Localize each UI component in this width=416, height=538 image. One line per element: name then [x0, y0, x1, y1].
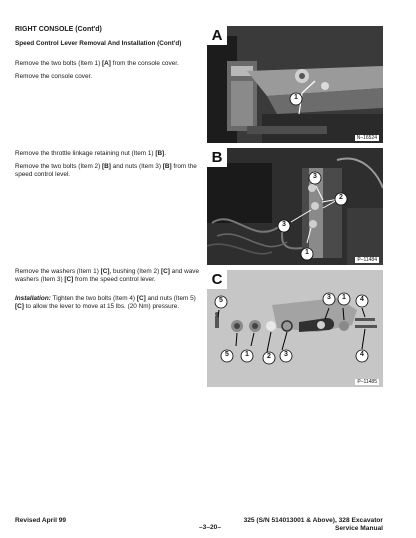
callout-1: 1	[245, 351, 249, 358]
step-remove-bolts-nuts	[15, 163, 200, 178]
callout-1: 1	[305, 249, 309, 256]
figure-b-photo	[207, 148, 383, 265]
figure-letter: A	[207, 26, 227, 45]
step-remove-washers	[15, 268, 200, 283]
figure-ref: [C]	[64, 275, 74, 283]
step-remove-console-cover: Remove the console cover.	[15, 73, 93, 80]
figure-ref: [C]	[160, 268, 170, 275]
step-text: Remove the throttle linkage retaining nut (Item 1)	[15, 150, 156, 157]
speed-control-lever-photo	[207, 148, 383, 265]
page-number: –3–20–	[198, 524, 221, 531]
figure-letter: C	[207, 270, 227, 289]
callout-3: 3	[313, 173, 317, 180]
callout-4: 4	[360, 296, 364, 303]
callout-5: 5	[225, 351, 229, 358]
step-remove-bolts-console	[15, 60, 200, 68]
console-cover-photo	[207, 26, 383, 143]
figure-ref: [A]	[102, 60, 111, 67]
callout-5: 5	[219, 297, 223, 304]
lever-parts-photo	[207, 270, 383, 387]
procedure-heading: Speed Control Lever Removal And Installation (Cont'd)	[15, 40, 182, 47]
installation-note	[15, 295, 200, 310]
callout-3: 3	[327, 294, 331, 301]
figure-c-photo	[207, 270, 383, 387]
step-remove-linkage-nut	[15, 150, 200, 158]
step-text: Remove the two bolts (Item 2)	[15, 163, 103, 170]
callout-1: 1	[342, 294, 346, 301]
figure-ref: [B]	[155, 150, 165, 157]
step-text: from the speed control level.	[15, 163, 197, 178]
figure-ref: [B]	[102, 163, 111, 170]
step-text: and nuts (Item 5)	[145, 295, 196, 302]
figure-ref: [C]	[15, 302, 24, 310]
figure-ref: [C]	[100, 268, 110, 275]
step-text: Remove the two bolts (Item 1)	[15, 60, 103, 67]
step-text: Tighten the two bolts (Item 4)	[50, 295, 137, 302]
step-text: Remove the washers (Item 1)	[15, 268, 101, 275]
figure-a-photo	[207, 26, 383, 143]
photo-code: P–11484	[357, 257, 377, 263]
callout-4: 4	[360, 351, 364, 358]
footer-model: 325 (S/N 514013001 & Above), 328 Excavator	[243, 517, 383, 524]
callout-2: 2	[267, 353, 271, 360]
footer-manual: Service Manual	[334, 525, 383, 532]
callout-3: 3	[282, 221, 286, 228]
figure-ref: [B]	[162, 163, 172, 170]
callout-2: 2	[339, 194, 343, 201]
step-text: and wave washers (Item 3)	[15, 268, 199, 283]
section-title: RIGHT CONSOLE (Cont'd)	[15, 26, 102, 33]
figure-letter: B	[207, 148, 227, 167]
step-text: and nuts (Item 3)	[110, 163, 163, 170]
figure-ref: [C]	[136, 295, 146, 302]
step-text: , bushing (Item 2)	[109, 268, 161, 275]
callout-3: 3	[284, 351, 288, 358]
photo-code: N–16524	[356, 135, 377, 141]
step-text: to allow the lever to move at 15 lbs. (20 Nm) pressure.	[23, 302, 180, 310]
installation-label: Installation:	[15, 295, 51, 302]
step-text: from the console cover.	[110, 60, 179, 67]
step-text: from the speed control lever.	[73, 275, 156, 283]
step-text: .	[164, 150, 166, 157]
footer-revision: Revised April 99	[15, 517, 67, 524]
photo-code: P–11485	[357, 379, 377, 385]
callout-1: 1	[294, 94, 298, 101]
